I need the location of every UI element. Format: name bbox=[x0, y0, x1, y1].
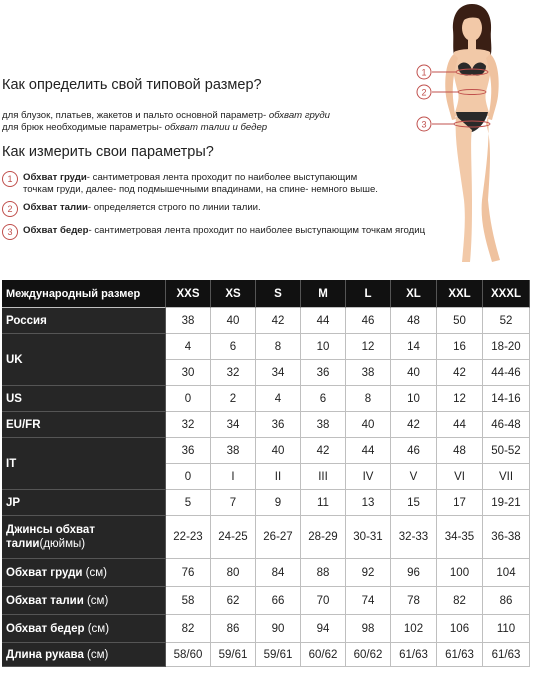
table-cell: 78 bbox=[391, 587, 437, 615]
table-cell: 36-38 bbox=[483, 516, 530, 559]
measure-item-waist: 2 Обхват талии- определяется строго по линии талии. bbox=[2, 202, 261, 217]
table-cell: 80 bbox=[211, 559, 256, 587]
figure-marker-1: 1 bbox=[421, 67, 427, 78]
table-row-hips bbox=[2, 615, 530, 643]
table-cell: 34 bbox=[256, 360, 301, 386]
table-cell: 61/63 bbox=[483, 643, 530, 667]
row-label: Обхват бедер (см) bbox=[2, 615, 166, 643]
question-size: Как определить свой типовой размер? bbox=[2, 77, 262, 93]
table-row-jeans bbox=[2, 516, 530, 559]
row-label: Обхват груди (см) bbox=[2, 559, 166, 587]
table-cell: 0 bbox=[166, 386, 211, 412]
row-label: EU/FR bbox=[2, 412, 166, 438]
figure-marker-2: 2 bbox=[421, 87, 427, 98]
table-cell: I bbox=[211, 464, 256, 490]
table-cell: 38 bbox=[166, 308, 211, 334]
table-cell: 38 bbox=[301, 412, 346, 438]
table-header-row bbox=[2, 280, 530, 308]
table-row-sleeve bbox=[2, 643, 530, 667]
table-cell: II bbox=[256, 464, 301, 490]
table-cell: 46 bbox=[346, 308, 391, 334]
table-cell: 98 bbox=[346, 615, 391, 643]
marker-2: 2 bbox=[2, 201, 18, 217]
size-header: XXXL bbox=[483, 280, 530, 308]
table-cell: 4 bbox=[166, 334, 211, 360]
table-cell: 9 bbox=[256, 490, 301, 516]
row-label: JP bbox=[2, 490, 166, 516]
table-cell: 59/61 bbox=[211, 643, 256, 667]
table-row-it-1 bbox=[2, 438, 530, 464]
row-label: UK bbox=[2, 334, 166, 386]
header-label: Международный размер bbox=[2, 280, 166, 308]
table-cell: V bbox=[391, 464, 437, 490]
size-table bbox=[2, 280, 530, 667]
table-cell: 60/62 bbox=[301, 643, 346, 667]
table-cell: 90 bbox=[256, 615, 301, 643]
question-measure: Как измерить свои параметры? bbox=[2, 144, 214, 160]
table-cell: 42 bbox=[391, 412, 437, 438]
table-cell: 61/63 bbox=[437, 643, 483, 667]
table-cell: VI bbox=[437, 464, 483, 490]
table-cell: 15 bbox=[391, 490, 437, 516]
table-cell: 11 bbox=[301, 490, 346, 516]
table-cell: 40 bbox=[391, 360, 437, 386]
table-cell: 70 bbox=[301, 587, 346, 615]
table-cell: 50-52 bbox=[483, 438, 530, 464]
table-cell: 59/61 bbox=[256, 643, 301, 667]
table-cell: 61/63 bbox=[391, 643, 437, 667]
table-cell: 44 bbox=[346, 438, 391, 464]
table-cell: 4 bbox=[256, 386, 301, 412]
table-cell: 42 bbox=[437, 360, 483, 386]
table-cell: 28-29 bbox=[301, 516, 346, 559]
table-cell: 42 bbox=[256, 308, 301, 334]
table-cell: 5 bbox=[166, 490, 211, 516]
table-cell: 18-20 bbox=[483, 334, 530, 360]
table-cell: IV bbox=[346, 464, 391, 490]
intro-paragraph: для блузок, платьев, жакетов и пальто основной параметр- обхват груди для брюк необходимые параметры- обхват талии и бедер bbox=[2, 110, 331, 133]
table-cell: 16 bbox=[437, 334, 483, 360]
table-cell: 58 bbox=[166, 587, 211, 615]
table-cell: 24-25 bbox=[211, 516, 256, 559]
size-header: L bbox=[346, 280, 391, 308]
table-row-uk-1 bbox=[2, 334, 530, 360]
table-cell: 2 bbox=[211, 386, 256, 412]
table-cell: 30 bbox=[166, 360, 211, 386]
table-row-bust bbox=[2, 559, 530, 587]
table-cell: 48 bbox=[391, 308, 437, 334]
table-cell: 50 bbox=[437, 308, 483, 334]
table-cell: 92 bbox=[346, 559, 391, 587]
table-cell: 32-33 bbox=[391, 516, 437, 559]
table-cell: 88 bbox=[301, 559, 346, 587]
table-cell: 110 bbox=[483, 615, 530, 643]
table-cell: 22-23 bbox=[166, 516, 211, 559]
table-cell: 46-48 bbox=[483, 412, 530, 438]
table-cell: 66 bbox=[256, 587, 301, 615]
size-header: XXL bbox=[437, 280, 483, 308]
table-cell: 34 bbox=[211, 412, 256, 438]
intro-section bbox=[0, 0, 534, 275]
table-cell: 6 bbox=[211, 334, 256, 360]
row-label: Джинсы обхват талии(дюймы) bbox=[2, 516, 166, 559]
table-row-russia bbox=[2, 308, 530, 334]
table-cell: 14 bbox=[391, 334, 437, 360]
table-cell: 7 bbox=[211, 490, 256, 516]
table-cell: 76 bbox=[166, 559, 211, 587]
table-cell: 48 bbox=[437, 438, 483, 464]
size-header: XXS bbox=[166, 280, 211, 308]
table-row-us bbox=[2, 386, 530, 412]
row-label: IT bbox=[2, 438, 166, 490]
table-cell: 86 bbox=[211, 615, 256, 643]
table-cell: 94 bbox=[301, 615, 346, 643]
table-cell: 52 bbox=[483, 308, 530, 334]
table-cell: 60/62 bbox=[346, 643, 391, 667]
table-cell: 36 bbox=[301, 360, 346, 386]
table-cell: 0 bbox=[166, 464, 211, 490]
table-cell: 106 bbox=[437, 615, 483, 643]
table-cell: 8 bbox=[346, 386, 391, 412]
row-label: Россия bbox=[2, 308, 166, 334]
table-row-jp bbox=[2, 490, 530, 516]
table-cell: 32 bbox=[211, 360, 256, 386]
marker-1: 1 bbox=[2, 171, 18, 187]
table-cell: 30-31 bbox=[346, 516, 391, 559]
table-cell: 38 bbox=[211, 438, 256, 464]
table-cell: 38 bbox=[346, 360, 391, 386]
measure-item-bust: 1 Обхват груди- сантиметровая лента проходит по наиболее выступающим точкам груди, далее- под подмышечными впадинами, на спине- немного выше. bbox=[2, 172, 378, 196]
table-cell: III bbox=[301, 464, 346, 490]
table-cell: 36 bbox=[166, 438, 211, 464]
table-cell: 40 bbox=[346, 412, 391, 438]
figure-marker-3: 3 bbox=[421, 119, 427, 130]
size-header: M bbox=[301, 280, 346, 308]
table-cell: 19-21 bbox=[483, 490, 530, 516]
table-cell: 40 bbox=[211, 308, 256, 334]
table-cell: 10 bbox=[391, 386, 437, 412]
table-cell: 12 bbox=[437, 386, 483, 412]
table-cell: 12 bbox=[346, 334, 391, 360]
table-cell: 40 bbox=[256, 438, 301, 464]
table-cell: 14-16 bbox=[483, 386, 530, 412]
table-cell: 82 bbox=[166, 615, 211, 643]
size-header: S bbox=[256, 280, 301, 308]
table-cell: 104 bbox=[483, 559, 530, 587]
table-cell: 17 bbox=[437, 490, 483, 516]
table-cell: 82 bbox=[437, 587, 483, 615]
table-cell: 36 bbox=[256, 412, 301, 438]
table-cell: 96 bbox=[391, 559, 437, 587]
table-cell: 13 bbox=[346, 490, 391, 516]
table-cell: 34-35 bbox=[437, 516, 483, 559]
table-cell: 62 bbox=[211, 587, 256, 615]
size-header: XS bbox=[211, 280, 256, 308]
table-cell: 58/60 bbox=[166, 643, 211, 667]
table-cell: 102 bbox=[391, 615, 437, 643]
table-cell: 44-46 bbox=[483, 360, 530, 386]
table-cell: 26-27 bbox=[256, 516, 301, 559]
table-cell: 10 bbox=[301, 334, 346, 360]
marker-3: 3 bbox=[2, 224, 18, 240]
row-label: Длина рукава (см) bbox=[2, 643, 166, 667]
table-cell: 32 bbox=[166, 412, 211, 438]
table-cell: 84 bbox=[256, 559, 301, 587]
body-figure-illustration bbox=[410, 0, 534, 272]
table-cell: 100 bbox=[437, 559, 483, 587]
table-cell: 86 bbox=[483, 587, 530, 615]
table-cell: 44 bbox=[437, 412, 483, 438]
size-header: XL bbox=[391, 280, 437, 308]
table-cell: 8 bbox=[256, 334, 301, 360]
measure-item-hips: 3 Обхват бедер- сантиметровая лента проходит по наиболее выступающим точкам ягодиц bbox=[2, 225, 425, 240]
table-cell: 46 bbox=[391, 438, 437, 464]
row-label: US bbox=[2, 386, 166, 412]
table-cell: 42 bbox=[301, 438, 346, 464]
table-cell: 74 bbox=[346, 587, 391, 615]
row-label: Обхват талии (см) bbox=[2, 587, 166, 615]
table-cell: 6 bbox=[301, 386, 346, 412]
table-row-waist bbox=[2, 587, 530, 615]
table-cell: VII bbox=[483, 464, 530, 490]
table-row-eufr bbox=[2, 412, 530, 438]
table-cell: 44 bbox=[301, 308, 346, 334]
